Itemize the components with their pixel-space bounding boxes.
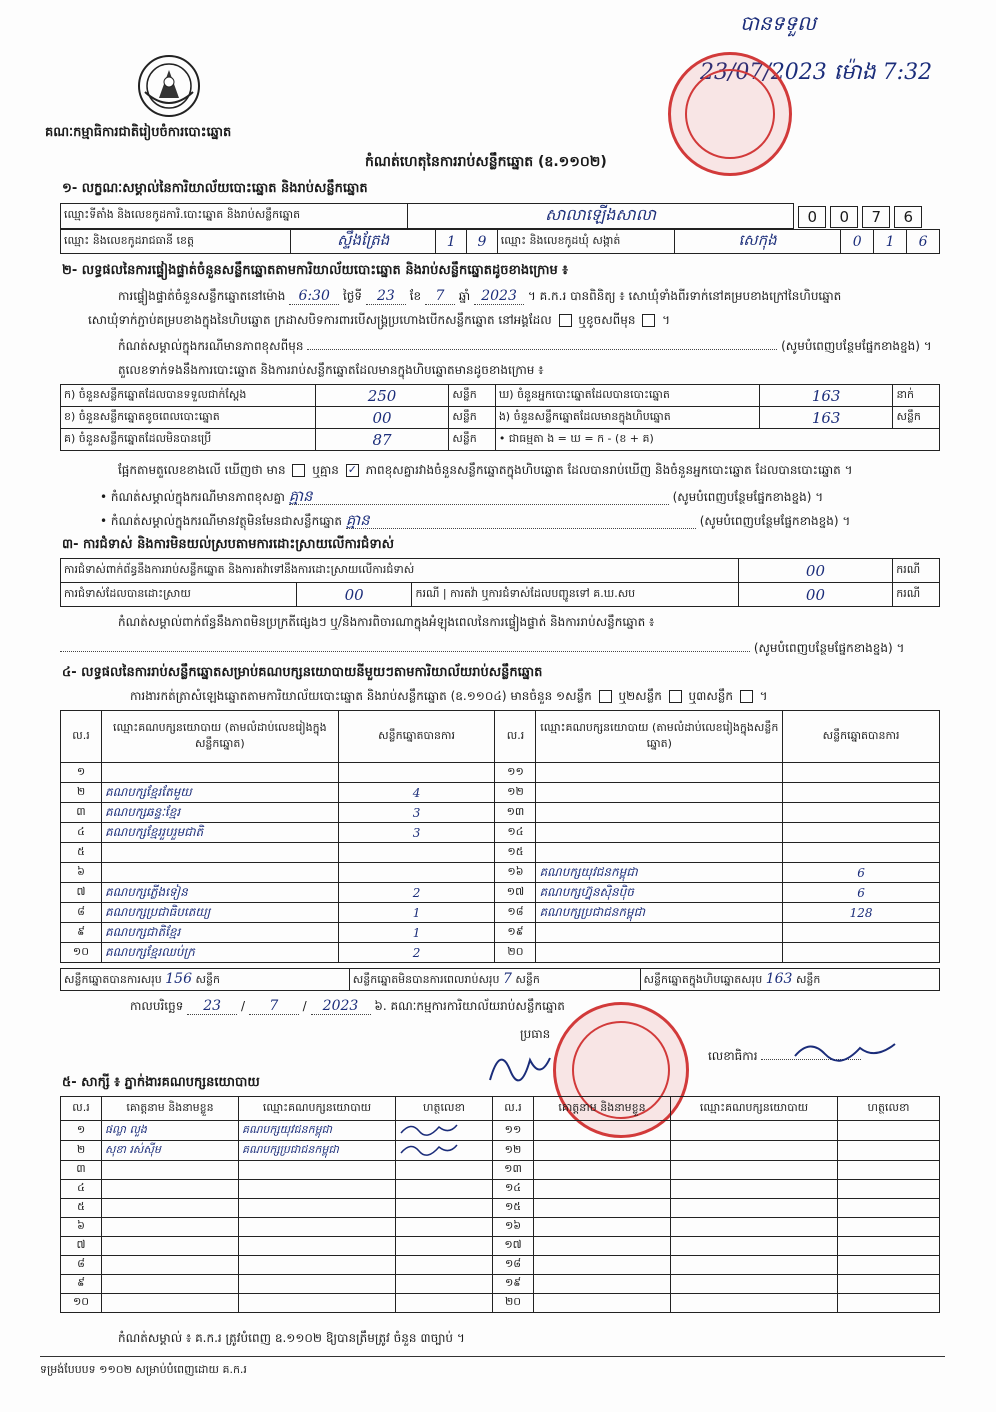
- witness-signature: [396, 1275, 493, 1294]
- witness-name: [534, 1237, 671, 1256]
- office-label: ឈ្មោះទីតាំង និងលេខកូដការិ.បោះឆ្នោត និងរាប់សន្លឹកឆ្នោត: [61, 204, 408, 229]
- witness-party: [239, 1275, 396, 1294]
- chair-signature: [480, 1040, 560, 1095]
- results-table: ល.រ ឈ្មោះគណបក្សនយោបាយ (តាមលំដាប់លេខរៀងក្នុងសន្លឹកឆ្នោត) សន្លឹកឆ្នោតបានការ ល.រ ឈ្មោះគណបក្សនយោបាយ (តាមលំដាប់លេខរៀងក្នុងសន្លឹកឆ្នោត) សន្លឹកឆ្នោតបានការ ១ ១១ ២ គណបក្សខ្មែរតែមួយ 4 ១២ ៣ គណបក្សឆន្ទៈខ្មែរ 3 ១៣ ៤ គណបក្សខ្មែររួបរួមជាតិ 3 ១៤ ៥ ១៥ ៦ ១៦ គណបក្សយុវជនកម្ពុជា 6 ៧ គណបក្សភ្លើងទៀន 2 ១៧ គណបក្សហ្វ៊ុនស៊ិនប៉ិច 6 ៨ គណបក្សប្រជាធិបតេយ្យ 1 ១៨ គណបក្សប្រជាជនកម្ពុជា 128 ៩ គណបក្សជាតិខ្មែរ 1 ១៩ ១០ គណបក្សខ្មែរឈប់ក្រ 2 ២០: [60, 710, 940, 963]
- valid-votes: [338, 763, 495, 783]
- party-name: [536, 843, 783, 863]
- bullet-discrepancy: • កំណត់សម្គាល់ក្នុងករណីមានភាពខុសគ្នា គ្មាន (សូមបំពេញបន្ថែមផ្នែកខាងខ្នង) ។: [100, 487, 824, 505]
- witness-party: [239, 1161, 396, 1180]
- witness-signature: [396, 1294, 493, 1313]
- witness-table: ល.រ គោត្តនាម និងនាមខ្លួន ឈ្មោះគណបក្សនយោបាយ ហត្ថលេខា ល.រ គោត្តនាម និងនាមខ្លួន ឈ្មោះគណបក្សនយោបាយ ហត្ថលេខា ១ ផល្លា លួង គណបក្សយុវជនកម្ពុជា ១១ ២ សុខា រស់ស៊ីម គណបក្សប្រជាជនកម្ពុជា ១២ ៣ ១៣ ៤ ១៤ ៥ ១៥ ៦ ១៦ ៧ ១៧ ៨ ១៨ ៩ ១៩ ១០ ២០: [60, 1096, 940, 1313]
- witness-signature: [396, 1141, 493, 1161]
- witness-name: សុខា រស់ស៊ីម: [102, 1141, 239, 1161]
- day-value: 23: [366, 288, 406, 305]
- objection-forwarded-label: ការតវ៉ា ឬការជំទាស់ដែលបញ្ជូនទៅ គ.ឃ.សប: [450, 586, 636, 600]
- row-no: ៥: [61, 1199, 102, 1218]
- row-e-label: ង) ចំនួនសន្លឹកឆ្នោតដែលមានក្នុងហិបឆ្នោត: [495, 407, 759, 429]
- checkbox-damaged[interactable]: [642, 314, 655, 327]
- section3-note-line: (សូមបំពេញបន្ថែមផ្នែកខាងខ្នង) ។: [60, 640, 904, 656]
- witness-name: [102, 1294, 239, 1313]
- valid-votes: 6: [783, 883, 940, 903]
- valid-votes: 128: [783, 903, 940, 923]
- discrepancy-check-line: ផ្អែកតាមតួលេខខាងលើ ឃើញថា មាន ឬគ្មាន ✓ ភាពខុសគ្នារវាងចំនួនសន្លឹកឆ្នោតក្នុងហិបឆ្នោត ដែលបានរាប់ឃើញ និងចំនួនអ្នកបោះឆ្នោត ដែលបានបោះឆ្នោត ។: [118, 462, 853, 478]
- row-no: ១២: [495, 783, 536, 803]
- witness-name: [102, 1218, 239, 1237]
- commune-code-digit: 0: [841, 230, 874, 254]
- witness-party: [671, 1275, 838, 1294]
- section1-table-row2: [60, 229, 940, 254]
- row-d-label: ឃ) ចំនួនអ្នកបោះឆ្នោតដែលបានបោះឆ្នោត: [495, 385, 759, 407]
- totals-table: [60, 968, 940, 991]
- witness-party: [671, 1218, 838, 1237]
- witness-signature: [396, 1199, 493, 1218]
- time-value: 6:30: [289, 288, 339, 305]
- section2-intro: តួលេខទាក់ទងនឹងការបោះឆ្នោត និងការរាប់សន្លឹកឆ្នោតដែលមានក្នុងហិបឆ្នោតមានដូចខាងក្រោម ៖: [118, 363, 544, 377]
- witness-signature: [396, 1121, 493, 1141]
- received-note: បានទទួល: [740, 11, 817, 35]
- row-no: ៨: [61, 1256, 102, 1275]
- witness-signature: [396, 1218, 493, 1237]
- chair-label: ប្រធាន: [520, 1027, 551, 1041]
- month-value: 7: [425, 288, 455, 305]
- valid-votes: [783, 783, 940, 803]
- witness-signature: [838, 1180, 940, 1199]
- valid-votes: [783, 823, 940, 843]
- row-no: ២: [61, 1141, 102, 1161]
- witness-signature: [396, 1237, 493, 1256]
- row-no: ២: [61, 783, 102, 803]
- commune-value: សេកុង: [674, 230, 840, 254]
- section5-heading: ៥- សាក្សី ៖ ភ្នាក់ងារគណបក្សនយោបាយ: [62, 1075, 260, 1090]
- row-no: ១៩: [493, 1275, 534, 1294]
- witness-party: [239, 1294, 396, 1313]
- valid-votes: [338, 863, 495, 883]
- row-no: ៨: [61, 903, 102, 923]
- witness-signature: [838, 1121, 940, 1141]
- valid-votes: [783, 763, 940, 783]
- party-name: [536, 823, 783, 843]
- col-party-right: ឈ្មោះគណបក្សនយោបាយ (តាមលំដាប់លេខរៀងក្នុងសន្លឹកឆ្នោត): [536, 711, 783, 763]
- witness-party: [239, 1237, 396, 1256]
- section3-note: កំណត់សម្គាល់ពាក់ព័ន្ធនឹងភាពមិនប្រក្រតីផ្សេងៗ ឬ/និងការពិចារណាក្នុងអំឡុងពេលនៃការផ្ទៀងផ្ទាត់ និងការរាប់សន្លឹកឆ្នោត ៖: [118, 615, 655, 629]
- formula-note: • ជាធម្មតា ង = ឃ = ក - (ខ + គ): [495, 429, 939, 451]
- province-code-digit: 9: [467, 230, 498, 254]
- valid-votes: [783, 923, 940, 943]
- row-no: ១០: [61, 1294, 102, 1313]
- table-row: [61, 883, 940, 903]
- party-name: គណបក្សឆន្ទៈខ្មែរ: [101, 803, 338, 823]
- party-name: [536, 943, 783, 963]
- row-no: ១: [61, 1121, 102, 1141]
- party-name: [536, 763, 783, 783]
- date-line: កាលបរិច្ឆេទ 23 / 7 / 2023 ៦. គណៈកម្មការការិយាល័យរាប់សន្លឹកឆ្នោត: [130, 998, 565, 1014]
- checkbox-2-sheets[interactable]: [669, 690, 682, 703]
- col-votes-right: សន្លឹកឆ្នោតបានការ: [783, 711, 940, 763]
- party-name: [101, 863, 338, 883]
- table-row: [61, 943, 940, 963]
- party-name: គណបក្សភ្លើងទៀន: [101, 883, 338, 903]
- witness-signature: [838, 1218, 940, 1237]
- total-invalid: សន្លឹកឆ្នោតមិនបានការពេលរាប់សរុប 7 សន្លឹក: [349, 969, 640, 991]
- witness-signature: [838, 1237, 940, 1256]
- row-no: ២០: [495, 943, 536, 963]
- row-no: ១៨: [493, 1256, 534, 1275]
- row-no: ៣: [61, 1161, 102, 1180]
- form-footer: ទម្រង់បែបបទ ១១០២ សម្រាប់បំពេញដោយ គ.ក.រ: [40, 1363, 247, 1376]
- row-no: ១៦: [493, 1218, 534, 1237]
- objection-row2-label: ការជំទាស់ដែលបានដោះស្រាយ: [61, 583, 297, 607]
- row-no: ១៥: [493, 1199, 534, 1218]
- valid-votes: [783, 943, 940, 963]
- table-row: [61, 1180, 940, 1199]
- witness-name: [102, 1275, 239, 1294]
- row-no: ១៤: [493, 1180, 534, 1199]
- witness-party: គណបក្សយុវជនកម្ពុជា: [239, 1121, 396, 1141]
- province-value: ស្ទឹងត្រែង: [291, 230, 436, 254]
- section2-line2: សោឃុំទាក់ភ្ជាប់គម្របខាងក្នុងនៃហិបឆ្នោត ក្រដាសបិទការពារបើសង្គ្រប្រហោងបើកសន្លឹកឆ្នោត នៅអង្គដែល ឬខូចសពីមុន ។: [88, 313, 671, 327]
- checkbox-no-discrepancy[interactable]: [346, 464, 359, 477]
- objection-table: ការជំទាស់ពាក់ព័ន្ធនឹងការរាប់សន្លឹកឆ្នោត និងការតវ៉ាទៅនឹងការដោះស្រាយលើការជំទាស់ 00 ករណី ការជំទាស់ដែលបានដោះស្រាយ 00 ករណី | ការតវ៉ា ឬការជំទាស់ដែលបញ្ជូនទៅ គ.ឃ.សប 00 ករណី: [60, 558, 940, 607]
- row-a-value: 250: [315, 385, 449, 407]
- row-no: ១៨: [495, 903, 536, 923]
- table-row: [61, 1218, 940, 1237]
- form-title: កំណត់ហេតុនៃការរាប់សន្លឹកឆ្នោត (ឧ.១១០២): [365, 154, 607, 170]
- row-e-value: 163: [759, 407, 893, 429]
- witness-party: គណបក្សប្រជាជនកម្ពុជា: [239, 1141, 396, 1161]
- valid-votes: 1: [338, 903, 495, 923]
- office-code-digit: 7: [862, 206, 890, 228]
- section4-heading: ៤- លទ្ធផលនៃការរាប់សន្លឹកឆ្នោតសម្រាប់គណបក្សនយោបាយនីមួយៗតាមការិយាល័យរាប់សន្លឹកឆ្នោត: [62, 665, 543, 680]
- row-no: ១៣: [495, 803, 536, 823]
- party-name: [536, 783, 783, 803]
- party-name: គណបក្សខ្មែរឈប់ក្រ: [101, 943, 338, 963]
- table-row: [61, 1121, 940, 1141]
- office-code-digit: 0: [798, 206, 826, 228]
- witness-signature: [838, 1141, 940, 1161]
- table-row: [61, 1275, 940, 1294]
- row-no: ១៧: [495, 883, 536, 903]
- witness-party: [671, 1180, 838, 1199]
- row-no: ១៩: [495, 923, 536, 943]
- year-value: 2023: [474, 288, 524, 305]
- witness-name: [534, 1161, 671, 1180]
- objection-row2-value: 00: [296, 583, 412, 607]
- signature-mark: [399, 1121, 459, 1137]
- table-row: [61, 1161, 940, 1180]
- valid-votes: 3: [338, 823, 495, 843]
- witness-party: [671, 1199, 838, 1218]
- row-no: ១២: [493, 1141, 534, 1161]
- party-name: គណបក្សប្រជាធិបតេយ្យ: [101, 903, 338, 923]
- table-row: [61, 1237, 940, 1256]
- valid-votes: 2: [338, 883, 495, 903]
- row-no: ១៤: [495, 823, 536, 843]
- valid-votes: 1: [338, 923, 495, 943]
- witness-name: [534, 1294, 671, 1313]
- table-row: [61, 803, 940, 823]
- witness-name: [102, 1199, 239, 1218]
- section4-sub: ការងារកត់ត្រាសំឡេងឆ្នោតតាមការិយាល័យបោះឆ្នោត និងរាប់សន្លឹកឆ្នោត (ឧ.១១០៤) មានចំនួន ១សន្លឹក ឬ២សន្លឹក ឬ៣សន្លឹក ។: [130, 689, 768, 703]
- valid-votes: 4: [338, 783, 495, 803]
- valid-votes: [783, 803, 940, 823]
- witness-name: [534, 1141, 671, 1161]
- witness-party: [671, 1256, 838, 1275]
- witness-name: [534, 1275, 671, 1294]
- witness-party: [671, 1237, 838, 1256]
- checkbox-3-sheets[interactable]: [740, 690, 753, 703]
- province-label: ឈ្មោះ និងលេខកូដរាជធានី ខេត្ត: [61, 230, 291, 254]
- checkbox-intact[interactable]: [559, 314, 572, 327]
- witness-signature: [838, 1275, 940, 1294]
- objection-row1-label: ការជំទាស់ពាក់ព័ន្ធនឹងការរាប់សន្លឹកឆ្នោត និងការតវ៉ាទៅនឹងការដោះស្រាយលើការជំទាស់: [61, 559, 739, 583]
- row-no: ៤: [61, 823, 102, 843]
- signature-mark: [399, 1141, 459, 1157]
- row-a-label: ក) ចំនួនសន្លឹកឆ្នោតដែលបានទទួលជាក់ស្តែង: [61, 385, 316, 407]
- party-name: [536, 923, 783, 943]
- received-datetime: 23/07/2023 ម៉ោង 7:32: [700, 60, 933, 85]
- col-party-left: ឈ្មោះគណបក្សនយោបាយ (តាមលំដាប់លេខរៀងក្នុងសន្លឹកឆ្នោត): [101, 711, 338, 763]
- section1-table: [60, 203, 940, 229]
- row-no: ១០: [61, 943, 102, 963]
- office-code-digit: 0: [830, 206, 858, 228]
- table-row: [61, 1294, 940, 1313]
- valid-votes: 3: [338, 803, 495, 823]
- section2-line1: ការផ្ទៀងផ្ទាត់ចំនួនសន្លឹកឆ្នោតនៅម៉ោង 6:30 ថ្ងៃទី 23 ខែ 7 ឆ្នាំ 2023 ។ គ.ក.រ បានពិនិត្យ ៖ សោឃុំទាំងពីរទាក់នៅគម្របខាងក្រៅនៃហិបឆ្នោត: [118, 288, 842, 304]
- witness-party: [671, 1121, 838, 1141]
- total-valid: សន្លឹកឆ្នោតបានការសរុប 156 សន្លឹក: [61, 969, 350, 991]
- witness-party: [239, 1199, 396, 1218]
- row-c-value: 87: [315, 429, 449, 451]
- objection-forwarded-value: 00: [738, 583, 893, 607]
- row-no: ៦: [61, 1218, 102, 1237]
- valid-votes: [338, 843, 495, 863]
- table-row: [61, 903, 940, 923]
- bullet1-value: គ្មាន: [289, 488, 669, 505]
- witness-name: [102, 1161, 239, 1180]
- valid-votes: 2: [338, 943, 495, 963]
- witness-name: [534, 1121, 671, 1141]
- witness-signature: [838, 1199, 940, 1218]
- witness-party: [239, 1180, 396, 1199]
- section2-note: កំណត់សម្គាល់ក្នុងករណីមានភាពខុសពីមុន (សូមបំពេញបន្ថែមផ្នែកខាងខ្នង) ។: [118, 339, 932, 353]
- party-name: គណបក្សខ្មែរតែមួយ: [101, 783, 338, 803]
- row-no: ១៣: [493, 1161, 534, 1180]
- row-d-value: 163: [759, 385, 893, 407]
- witness-party: [671, 1294, 838, 1313]
- row-no: ៧: [61, 883, 102, 903]
- party-name: [101, 763, 338, 783]
- secretary-signature: [790, 1036, 900, 1066]
- secretary-label: លេខាធិការ: [708, 1048, 861, 1064]
- valid-votes: 6: [783, 863, 940, 883]
- table-row: [61, 783, 940, 803]
- party-name: គណបក្សជាតិខ្មែរ: [101, 923, 338, 943]
- row-b-value: 00: [315, 407, 449, 429]
- witness-party: [239, 1218, 396, 1237]
- row-c-label: គ) ចំនួនសន្លឹកឆ្នោតដែលមិនបានប្រើ: [61, 429, 316, 451]
- objection-row1-value: 00: [738, 559, 893, 583]
- table-row: [61, 1199, 940, 1218]
- witness-party: [671, 1161, 838, 1180]
- witness-party: [671, 1141, 838, 1161]
- section2-heading: ២- លទ្ធផលនៃការផ្ទៀងផ្ទាត់ចំនួនសន្លឹកឆ្នោតតាមការិយាល័យបោះឆ្នោត និងរាប់សន្លឹកឆ្នោតដូចខាងក្រោម ៖: [62, 263, 568, 278]
- witness-name: [534, 1256, 671, 1275]
- witness-name: [534, 1180, 671, 1199]
- row-no: ១: [61, 763, 102, 783]
- table-row: [61, 763, 940, 783]
- org-name: គណៈកម្មាធិការជាតិរៀបចំការបោះឆ្នោត: [45, 125, 232, 140]
- witness-name: ផល្លា លួង: [102, 1121, 239, 1141]
- bullet2-value: គ្មាន: [346, 512, 696, 529]
- row-no: ១៦: [495, 863, 536, 883]
- section1-heading: ១- លក្ខណៈសម្គាល់នៃការិយាល័យបោះឆ្នោត និងរាប់សន្លឹកឆ្នោត: [62, 181, 368, 196]
- seal-icon: [133, 52, 205, 120]
- party-name: [101, 843, 338, 863]
- witness-name: [534, 1199, 671, 1218]
- table-row: [61, 923, 940, 943]
- row-no: ៩: [61, 923, 102, 943]
- witness-name: [102, 1237, 239, 1256]
- party-name: [536, 803, 783, 823]
- row-no: ៧: [61, 1237, 102, 1256]
- table-row: [61, 843, 940, 863]
- valid-votes: [783, 843, 940, 863]
- row-no: ៤: [61, 1180, 102, 1199]
- witness-party: [239, 1256, 396, 1275]
- row-no: ១៥: [495, 843, 536, 863]
- party-name: គណបក្សខ្មែររួបរួមជាតិ: [101, 823, 338, 843]
- office-code-digit: 6: [894, 206, 922, 228]
- row-no: ៣: [61, 803, 102, 823]
- row-no: ១១: [495, 763, 536, 783]
- commune-code-digit: 1: [874, 230, 907, 254]
- row-no: ១៧: [493, 1237, 534, 1256]
- table-row: [61, 823, 940, 843]
- witness-name: [102, 1256, 239, 1275]
- row-no: ៩: [61, 1275, 102, 1294]
- witness-signature: [838, 1294, 940, 1313]
- province-code-digit: 1: [436, 230, 467, 254]
- row-no: ៦: [61, 863, 102, 883]
- witness-name: [102, 1180, 239, 1199]
- count-table: ក) ចំនួនសន្លឹកឆ្នោតដែលបានទទួលជាក់ស្តែង 250 សន្លឹក ឃ) ចំនួនអ្នកបោះឆ្នោតដែលបានបោះឆ្នោត 163 នាក់ ខ) ចំនួនសន្លឹកឆ្នោតខូចពេលបោះឆ្នោត 00 សន្លឹក ង) ចំនួនសន្លឹកឆ្នោតដែលមានក្នុងហិបឆ្នោត 163 សន្លឹក គ) ចំនួនសន្លឹកឆ្នោតដែលមិនបានប្រើ 87 សន្លឹក • ជាធម្មតា ង = ឃ = ក - (ខ + គ): [60, 384, 940, 451]
- table-row: [61, 1256, 940, 1275]
- footer-divider: [40, 1356, 945, 1357]
- commune-label: ឈ្មោះ និងលេខកូដឃុំ សង្កាត់: [497, 230, 674, 254]
- footnote: កំណត់សម្គាល់ ៖ គ.ក.រ ត្រូវបំពេញ ឧ.១១០២ ឱ្យបានត្រឹមត្រូវ ចំនួន ៣ច្បាប់ ។: [118, 1331, 465, 1345]
- col-votes-left: សន្លឹកឆ្នោតបានការ: [338, 711, 495, 763]
- row-no: ១១: [493, 1121, 534, 1141]
- table-row: [61, 1141, 940, 1161]
- witness-signature: [396, 1180, 493, 1199]
- official-stamp-top: [668, 52, 792, 176]
- row-no: ៥: [61, 843, 102, 863]
- party-name: គណបក្សប្រជាជនកម្ពុជា: [536, 903, 783, 923]
- office-value: សាលាឡើងសាលា: [407, 204, 793, 229]
- witness-signature: [396, 1256, 493, 1275]
- row-b-label: ខ) ចំនួនសន្លឹកឆ្នោតខូចពេលបោះឆ្នោត: [61, 407, 316, 429]
- party-name: គណបក្សយុវជនកម្ពុជា: [536, 863, 783, 883]
- checkbox-1-sheet[interactable]: [599, 690, 612, 703]
- bullet-foreign-objects: • កំណត់សម្គាល់ក្នុងករណីមានវត្ថុមិនមែនជាសន្លឹកឆ្នោត គ្មាន (សូមបំពេញបន្ថែមផ្នែកខាងខ្នង) ។: [100, 511, 851, 529]
- commune-code-digit: 6: [907, 230, 940, 254]
- party-name: គណបក្សហ្វ៊ុនស៊ិនប៉ិច: [536, 883, 783, 903]
- row-no: ២០: [493, 1294, 534, 1313]
- table-row: [61, 863, 940, 883]
- witness-name: [534, 1218, 671, 1237]
- witness-signature: [838, 1161, 940, 1180]
- total-in-box: សន្លឹកឆ្នោតក្នុងហិបឆ្នោតសរុប 163 សន្លឹក: [640, 969, 940, 991]
- witness-signature: [838, 1256, 940, 1275]
- section3-heading: ៣- ការជំទាស់ និងការមិនយល់ស្របតាមការដោះស្រាយលើការជំទាស់: [62, 537, 394, 552]
- checkbox-has-discrepancy[interactable]: [292, 464, 305, 477]
- witness-signature: [396, 1161, 493, 1180]
